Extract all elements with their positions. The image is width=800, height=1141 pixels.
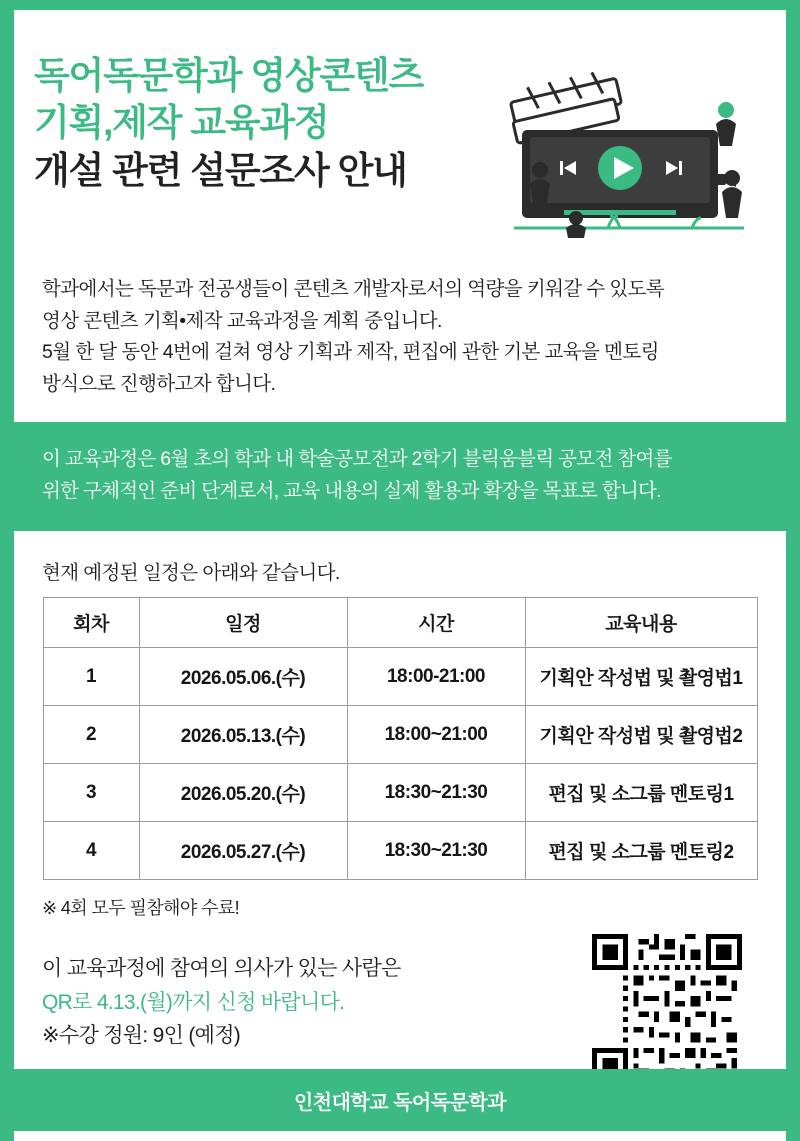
apply-line-1: 이 교육과정에 참여의 의사가 있는 사람은 (42, 957, 401, 981)
title-line-3: 개설 관련 설문조사 안내 (34, 149, 407, 191)
band-line-2: 위한 구체적인 준비 단계로서, 교육 내용의 실제 활용과 확장을 목표로 합니다. (42, 479, 661, 502)
cell-content: 기획안 작성법 및 촬영법1 (525, 648, 757, 706)
schedule-lead: 현재 예정된 일정은 아래와 같습니다. (42, 562, 340, 585)
table-row (43, 822, 757, 880)
cell-date: 2026.05.06.(수) (139, 648, 347, 706)
intro-line-2: 영상 콘텐츠 기획•제작 교육과정을 계획 중입니다. (42, 309, 442, 332)
table-header-row (43, 598, 757, 648)
cell-content: 편집 및 소그룹 멘토링2 (525, 822, 757, 880)
schedule-table (43, 597, 758, 880)
page-title (26, 52, 423, 194)
cell-content: 기획안 작성법 및 촬영법2 (525, 706, 757, 764)
intro-line-1: 학과에서는 독문과 전공생들이 콘텐츠 개발자로서의 역량을 키워갈 수 있도록 (42, 278, 665, 300)
apply-section (0, 920, 800, 1084)
apply-line-2: QR로 4.13.(월)까지 신청 바랍니다. (42, 990, 345, 1014)
video-illustration (504, 52, 754, 242)
cell-round: 3 (43, 764, 139, 822)
table-row (43, 706, 757, 764)
table-row (43, 764, 757, 822)
band-line-1: 이 교육과정은 6월 초의 학과 내 학술공모전과 2학기 블릭움블릭 공모전 참여를 (42, 448, 672, 471)
cell-time: 18:00-21:00 (347, 648, 525, 706)
qr-code-icon[interactable] (592, 934, 742, 1084)
highlight-band (0, 422, 800, 531)
cell-time: 18:30~21:30 (347, 822, 525, 880)
cell-time: 18:00~21:00 (347, 706, 525, 764)
cell-round: 4 (43, 822, 139, 880)
video-player-screen (522, 130, 718, 218)
schedule-note: ※ 4회 모두 필참해야 수료! (42, 898, 239, 919)
column-header-round: 회차 (43, 598, 139, 648)
intro-line-4: 방식으로 진행하고자 합니다. (42, 372, 276, 395)
intro-paragraph (0, 248, 800, 422)
apply-text (42, 934, 592, 1052)
apply-line-3: ※수강 정원: 9인 (예정) (42, 1023, 241, 1047)
cell-date: 2026.05.20.(수) (139, 764, 347, 822)
column-header-date: 일정 (139, 598, 347, 648)
column-header-content: 교육내용 (525, 598, 757, 648)
cell-time: 18:30~21:30 (347, 764, 525, 822)
cell-round: 1 (43, 648, 139, 706)
poster-header (0, 10, 800, 248)
title-line-2: 기획,제작 교육과정 (34, 102, 329, 144)
footer-bar (0, 1069, 800, 1131)
cell-date: 2026.05.13.(수) (139, 706, 347, 764)
table-row (43, 648, 757, 706)
title-line-1: 독어독문학과 영상콘텐츠 (34, 55, 424, 96)
cell-round: 2 (43, 706, 139, 764)
column-header-time: 시간 (347, 598, 525, 648)
cell-date: 2026.05.27.(수) (139, 822, 347, 880)
footer-text: 인천대학교 독어독문학과 (293, 1091, 507, 1114)
cell-content: 편집 및 소그룹 멘토링1 (525, 764, 757, 822)
intro-line-3: 5월 한 달 동안 4번에 걸쳐 영상 기획과 제작, 편집에 관한 기본 교육을 멘토링 (42, 341, 659, 364)
